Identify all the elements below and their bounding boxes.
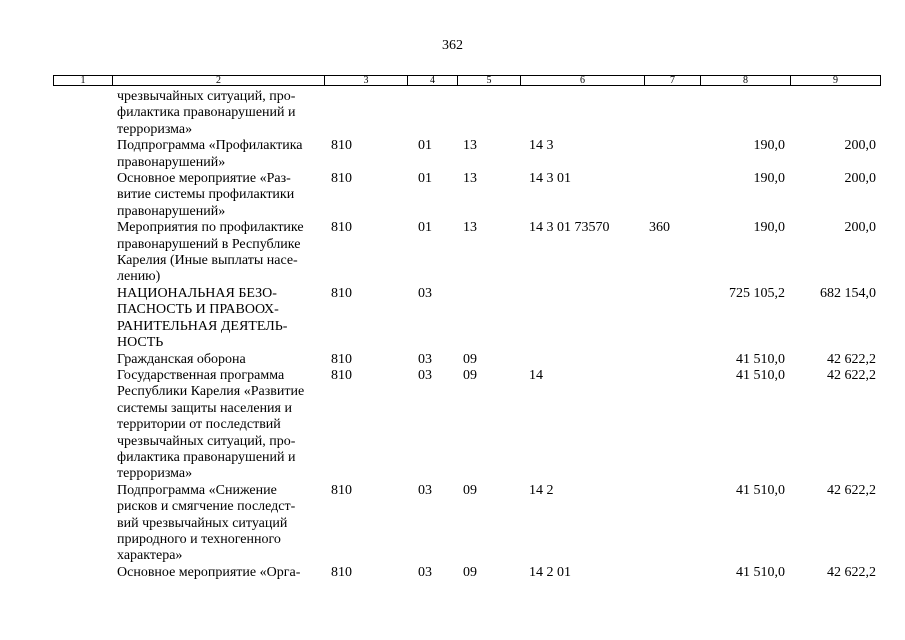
description-line: терроризма» xyxy=(117,466,193,482)
description-line: ПАСНОСТЬ И ПРАВООХ- xyxy=(117,302,279,318)
description-line: НАЦИОНАЛЬНАЯ БЕЗО- xyxy=(117,285,277,301)
description-line: чрезвычайных ситуаций, про- xyxy=(117,433,296,449)
row-description xyxy=(117,483,327,565)
description-line: витие системы профилактики xyxy=(117,187,295,203)
amount-year-2: 682 154,0 xyxy=(820,285,876,301)
ministry-code: 810 xyxy=(331,171,352,187)
table-row xyxy=(0,483,905,565)
ministry-code: 810 xyxy=(331,285,352,301)
row-description xyxy=(117,89,327,138)
target-article-code: 14 2 01 xyxy=(529,564,571,580)
amount-year-2: 42 622,2 xyxy=(827,367,876,383)
amount-year-1: 41 510,0 xyxy=(736,351,785,367)
amount-year-1: 190,0 xyxy=(753,171,785,187)
section-code: 03 xyxy=(418,564,432,580)
row-description xyxy=(117,171,327,220)
table-row xyxy=(0,138,905,171)
amount-year-1: 725 105,2 xyxy=(729,285,785,301)
amount-year-1: 41 510,0 xyxy=(736,482,785,498)
description-line: Карелия (Иные выплаты насе- xyxy=(117,253,298,269)
description-line: Государственная программа xyxy=(117,367,285,383)
subsection-code: 09 xyxy=(463,367,477,383)
row-description xyxy=(117,352,327,368)
description-line: рисков и смягчение последст- xyxy=(117,499,296,515)
amount-year-2: 42 622,2 xyxy=(827,564,876,580)
table-row xyxy=(0,89,905,138)
target-article-code: 14 3 xyxy=(529,138,554,154)
description-line: характера» xyxy=(117,548,183,564)
table-row xyxy=(0,220,905,286)
header-col-1: 1 xyxy=(80,75,86,86)
amount-year-2: 200,0 xyxy=(844,220,876,236)
description-line: терроризма» xyxy=(117,121,193,137)
description-line: правонарушений» xyxy=(117,203,226,219)
header-col-8: 8 xyxy=(700,76,790,85)
description-line: РАНИТЕЛЬНАЯ ДЕЯТЕЛЬ- xyxy=(117,318,288,334)
description-line: филактика правонарушений и xyxy=(117,105,296,121)
ministry-code: 810 xyxy=(331,564,352,580)
ministry-code: 810 xyxy=(331,220,352,236)
subsection-code: 13 xyxy=(463,220,477,236)
ministry-code: 810 xyxy=(331,482,352,498)
description-line: территории от последствий xyxy=(117,417,281,433)
description-line: Мероприятия по профилактике xyxy=(117,220,304,236)
table-row xyxy=(0,565,905,581)
target-article-code: 14 3 01 xyxy=(529,171,571,187)
section-code: 01 xyxy=(418,138,432,154)
header-col-3: 3 xyxy=(324,76,407,85)
description-line: Основное мероприятие «Орга- xyxy=(117,564,301,580)
table-header-row xyxy=(53,75,881,86)
header-col-5: 5 xyxy=(457,76,520,85)
subsection-code: 09 xyxy=(463,564,477,580)
section-code: 03 xyxy=(418,367,432,383)
amount-year-2: 200,0 xyxy=(844,138,876,154)
section-code: 03 xyxy=(418,482,432,498)
expense-type-code: 360 xyxy=(649,220,670,236)
section-code: 01 xyxy=(418,171,432,187)
header-col-6: 6 xyxy=(520,76,644,85)
section-code: 03 xyxy=(418,285,432,301)
description-line: Подпрограмма «Профилактика xyxy=(117,138,303,154)
description-line: филактика правонарушений и xyxy=(117,449,296,465)
header-col-7: 7 xyxy=(644,76,700,85)
description-line: Основное мероприятие «Раз- xyxy=(117,171,291,187)
description-line: Подпрограмма «Снижение xyxy=(117,482,277,498)
row-description xyxy=(117,138,327,171)
subsection-code: 09 xyxy=(463,351,477,367)
description-line: Гражданская оборона xyxy=(117,351,246,367)
amount-year-1: 190,0 xyxy=(753,220,785,236)
table-row xyxy=(0,368,905,483)
description-line: правонарушений» xyxy=(117,154,226,170)
ministry-code: 810 xyxy=(331,351,352,367)
target-article-code: 14 xyxy=(529,367,543,383)
header-col-4: 4 xyxy=(407,76,457,85)
table-row xyxy=(0,352,905,368)
description-line: вий чрезвычайных ситуаций xyxy=(117,515,288,531)
amount-year-1: 41 510,0 xyxy=(736,564,785,580)
description-line: НОСТЬ xyxy=(117,335,164,351)
row-description xyxy=(117,220,327,286)
amount-year-2: 42 622,2 xyxy=(827,351,876,367)
page-number: 362 xyxy=(442,38,463,53)
description-line: чрезвычайных ситуаций, про- xyxy=(117,89,296,104)
row-description xyxy=(117,286,327,352)
description-line: Республики Карелия «Развитие xyxy=(117,384,305,400)
section-code: 03 xyxy=(418,351,432,367)
ministry-code: 810 xyxy=(331,138,352,154)
target-article-code: 14 2 xyxy=(529,482,554,498)
amount-year-1: 190,0 xyxy=(753,138,785,154)
description-line: системы защиты населения и xyxy=(117,400,292,416)
amount-year-2: 42 622,2 xyxy=(827,482,876,498)
header-col-9: 9 xyxy=(790,76,880,85)
ministry-code: 810 xyxy=(331,367,352,383)
amount-year-1: 41 510,0 xyxy=(736,367,785,383)
description-line: лению) xyxy=(117,269,161,285)
subsection-code: 09 xyxy=(463,482,477,498)
subsection-code: 13 xyxy=(463,171,477,187)
subsection-code: 13 xyxy=(463,138,477,154)
table-body xyxy=(0,89,905,581)
section-code: 01 xyxy=(418,220,432,236)
table-row xyxy=(0,171,905,220)
table-row xyxy=(0,286,905,352)
amount-year-2: 200,0 xyxy=(844,171,876,187)
header-col-2: 2 xyxy=(112,76,324,85)
target-article-code: 14 3 01 73570 xyxy=(529,220,610,236)
row-description xyxy=(117,368,327,483)
row-description xyxy=(117,565,327,581)
description-line: природного и техногенного xyxy=(117,531,281,547)
description-line: правонарушений в Республике xyxy=(117,236,301,252)
